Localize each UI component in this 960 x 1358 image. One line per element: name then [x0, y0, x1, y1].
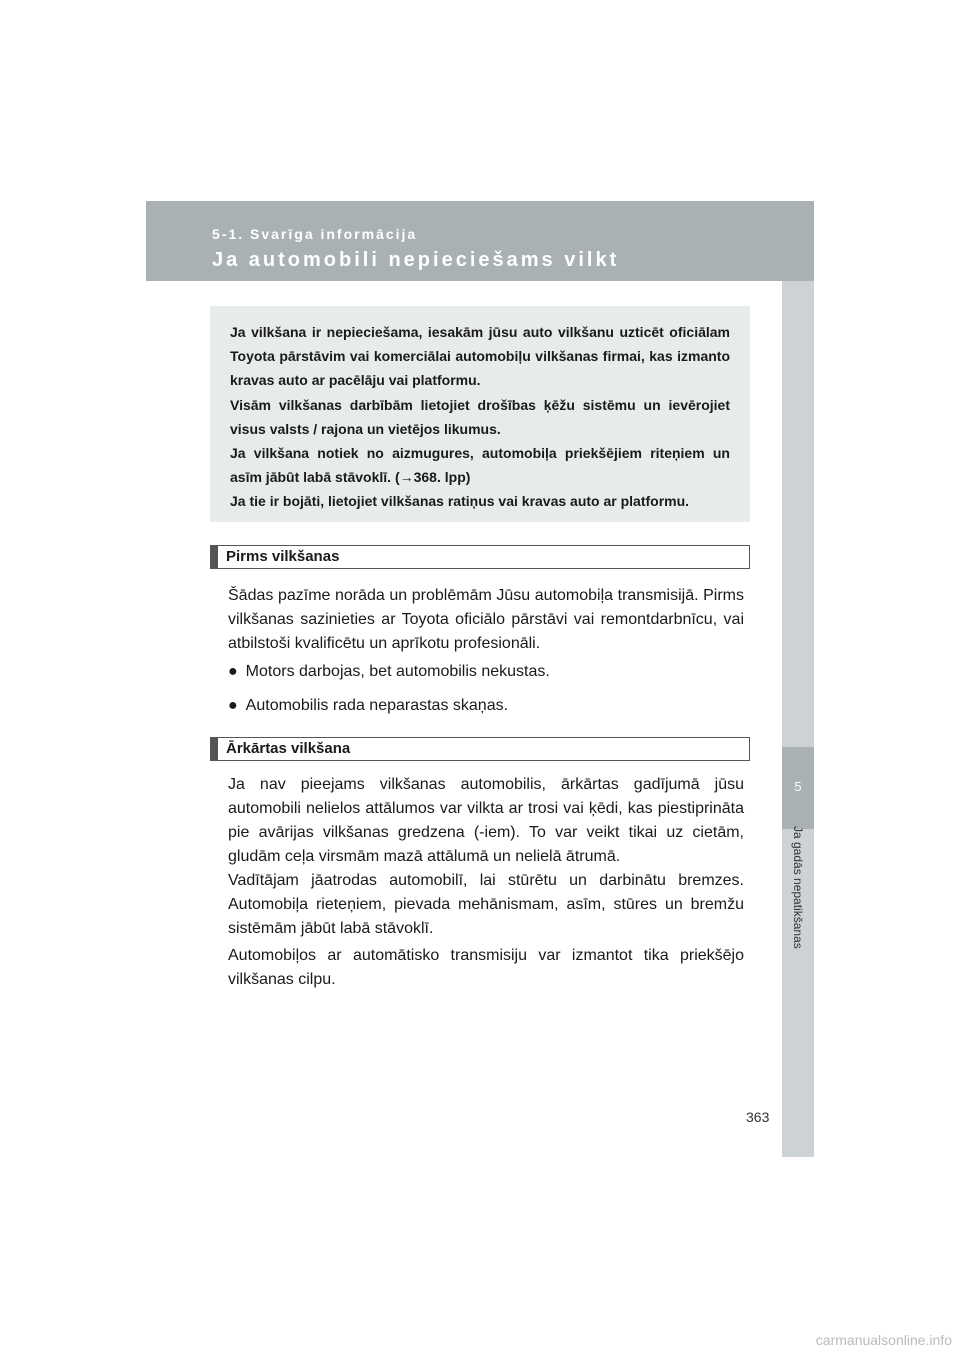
list-item-text: Automobilis rada neparastas skaņas.: [245, 697, 509, 714]
bullet-dot-icon: ●: [228, 697, 238, 714]
intro-paragraph: Ja vilkšana ir nepieciešama, iesakām jūsu auto vilkšanu uzticēt oficiālam Toyota pārstāvim vai komerciālai automobiļu vilkšanas firmai, kas izmanto kravas auto ar pacēlāju vai platformu.: [230, 324, 730, 389]
chapter-title: Ja gadās nepatikšanas: [791, 826, 805, 949]
page-title: Ja automobili nepieciešams vilkt: [212, 249, 620, 271]
list-item: [228, 694, 508, 718]
page-number: 363: [746, 1109, 770, 1125]
section-heading-before-towing: Pirms vilkšanas: [210, 545, 750, 569]
section2-text-1: Ja nav pieejams vilkšanas automobilis, ārkārtas gadījumā jūsu automobili nelielos attālumos var vilkta ar trosi vai ķēdi, kas piestiprināta pie avārijas vilkšanas gredzena (-iem). To var veikt tikai uz cietām, gludām ceļa virsmām mazā attālumā un nelielā ātrumā.: [228, 776, 744, 865]
intro-paragraph: Visām vilkšanas darbībām lietojiet drošības ķēžu sistēmu un ievērojiet visus valsts / rajona un vietējos likumus.: [230, 396, 730, 437]
chapter-side-tab: [782, 281, 814, 1157]
bullet-dot-icon: ●: [228, 663, 238, 680]
section2-text-3: Automobiļos ar automātisko transmisiju var izmantot tika priekšējo vilkšanas cilpu.: [228, 947, 744, 988]
list-item-text: Motors darbojas, bet automobilis nekustas.: [245, 663, 550, 680]
intro-paragraph: Ja tie ir bojāti, lietojiet vilkšanas ratiņus vai kravas auto ar platformu.: [230, 493, 690, 510]
section-heading-emergency-towing: Ārkārtas vilkšana: [210, 737, 750, 761]
watermark: carmanualsonline.info: [815, 1332, 952, 1348]
section-label: 5-1. Svarīga informācija: [212, 226, 418, 242]
intro-box: [210, 306, 750, 522]
section1-text: Šādas pazīme norāda un problēmām Jūsu automobiļa transmisijā. Pirms vilkšanas sazinieties ar Toyota oficiālo pārstāvi vai remontdarbnīcu, vai atbilstoši kvalificētu un aprīkotu profesionāli.: [228, 587, 744, 652]
section2-text-2: Vadītājam jāatrodas automobilī, lai stūrētu un darbinātu bremzes. Automobiļa rieteņiem, pievada mehānismam, asīm, stūres un bremžu sistēmām jābūt labā stāvoklī.: [228, 872, 744, 937]
page-header: [146, 201, 814, 281]
list-item: [228, 660, 550, 684]
intro-paragraph: Ja vilkšana notiek no aizmugures, automobiļa priekšējiem riteņiem un asīm jābūt labā stāvoklī. (→368. lpp): [230, 445, 730, 486]
chapter-number: 5: [794, 779, 802, 794]
